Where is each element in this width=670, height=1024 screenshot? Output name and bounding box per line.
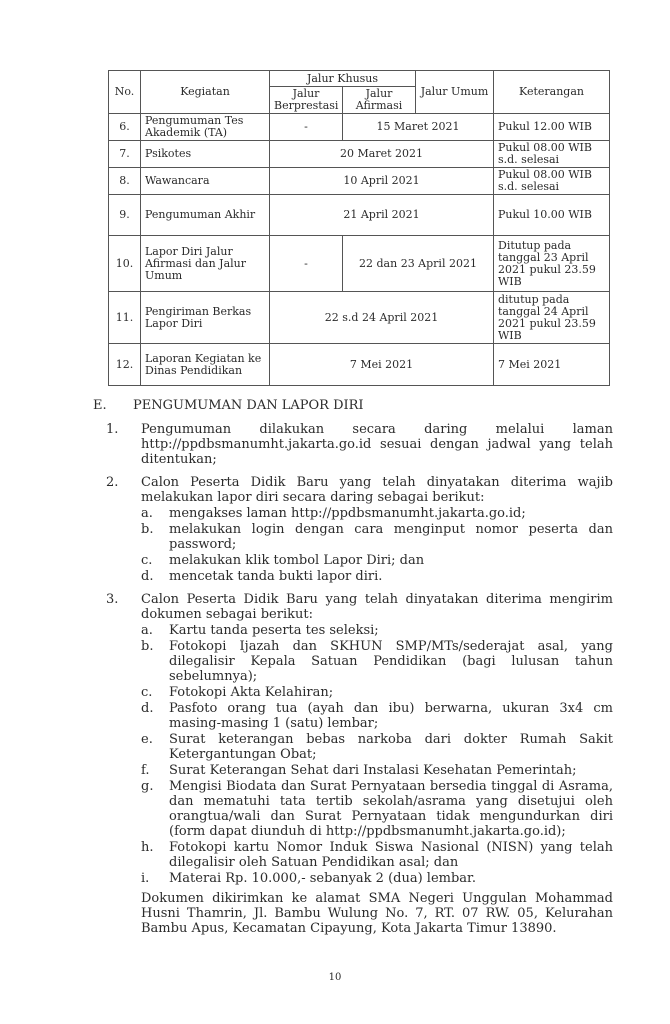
row-no: 7. — [109, 141, 141, 168]
sub-item — [141, 569, 613, 584]
sub-item — [141, 701, 613, 731]
row-no: 10. — [109, 236, 141, 292]
list-item — [93, 422, 613, 467]
sub-letter: g. — [141, 779, 154, 794]
row-keterangan: Pukul 12.00 WIB — [494, 114, 610, 141]
section-heading — [93, 398, 613, 413]
table-header-row — [109, 71, 610, 87]
sub-letter: d. — [141, 701, 154, 716]
row-keterangan: Ditutup pada tanggal 23 April 2021 pukul 23.59 WIB — [494, 236, 610, 292]
row-date: 21 April 2021 — [270, 195, 494, 236]
header-no: No. — [109, 71, 141, 114]
sub-letter: c. — [141, 553, 153, 568]
header-keterangan: Keterangan — [494, 71, 610, 114]
row-date: 10 April 2021 — [270, 168, 494, 195]
row-prestasi: - — [270, 236, 343, 292]
section-pengumuman — [93, 398, 613, 936]
sub-item — [141, 779, 613, 839]
sub-text: mengakses laman http://ppdbsmanumht.jakarta.go.id; — [169, 506, 526, 521]
table-row — [109, 344, 610, 386]
row-date: 15 Maret 2021 — [343, 114, 494, 141]
schedule-table — [108, 70, 610, 386]
sub-letter: i. — [141, 871, 150, 886]
table-row — [109, 141, 610, 168]
closing-paragraph: Dokumen dikirimkan ke alamat SMA Negeri Unggulan Mohammad Husni Thamrin, Jl. Bambu Wulung No. 7, RT. 07 RW. 05, Kelurahan Bambu Apus, Kecamatan Cipayung, Kota Jakarta Timur 13890. — [141, 891, 613, 936]
sub-item — [141, 685, 613, 700]
row-no: 12. — [109, 344, 141, 386]
row-kegiatan: Lapor Diri Jalur Afirmasi dan Jalur Umum — [141, 236, 270, 292]
row-no: 9. — [109, 195, 141, 236]
table-row — [109, 114, 610, 141]
row-date: 20 Maret 2021 — [270, 141, 494, 168]
sub-item — [141, 553, 613, 568]
header-kegiatan: Kegiatan — [141, 71, 270, 114]
item-number: 3. — [106, 592, 119, 607]
sub-item — [141, 840, 613, 870]
header-jalur-afirmasi: Jalur Afirmasi — [343, 87, 416, 114]
sub-item — [141, 639, 613, 684]
sub-item — [141, 871, 613, 886]
sub-letter: b. — [141, 522, 154, 537]
list-item — [93, 475, 613, 584]
sub-text: Kartu tanda peserta tes seleksi; — [169, 623, 379, 638]
item-number: 2. — [106, 475, 119, 490]
sub-item — [141, 506, 613, 521]
sub-text: melakukan klik tombol Lapor Diri; dan — [169, 553, 425, 568]
row-keterangan: Pukul 10.00 WIB — [494, 195, 610, 236]
section-letter: E. — [93, 398, 107, 413]
row-date: 7 Mei 2021 — [270, 344, 494, 386]
row-prestasi: - — [270, 114, 343, 141]
list-item — [93, 592, 613, 886]
row-keterangan: Pukul 08.00 WIB s.d. selesai — [494, 141, 610, 168]
sub-letter: a. — [141, 506, 153, 521]
sub-letter: h. — [141, 840, 154, 855]
sub-text: Surat Keterangan Sehat dari Instalasi Kesehatan Pemerintah; — [169, 763, 577, 778]
row-kegiatan: Pengumuman Tes Akademik (TA) — [141, 114, 270, 141]
sub-letter: d. — [141, 569, 154, 584]
row-no: 11. — [109, 292, 141, 344]
sub-text: melakukan login dengan cara menginput nomor peserta dan password; — [169, 522, 613, 552]
sub-letter: a. — [141, 623, 153, 638]
sub-item — [141, 732, 613, 762]
item-number: 1. — [106, 422, 119, 437]
item-text: Pengumuman dilakukan secara daring melalui laman http://ppdbsmanumht.jakarta.go.id sesuai dengan jadwal yang telah ditentukan; — [141, 422, 613, 467]
item-text: Calon Peserta Didik Baru yang telah dinyatakan diterima wajib melakukan lapor diri secara daring sebagai berikut: — [141, 475, 613, 505]
table-row — [109, 195, 610, 236]
sub-text: mencetak tanda bukti lapor diri. — [169, 569, 383, 584]
item-text: Calon Peserta Didik Baru yang telah dinyatakan diterima mengirim dokumen sebagai berikut: — [141, 592, 613, 622]
row-date: 22 s.d 24 April 2021 — [270, 292, 494, 344]
row-kegiatan: Pengumuman Akhir — [141, 195, 270, 236]
header-jalur-umum: Jalur Umum — [416, 71, 494, 114]
row-kegiatan: Pengiriman Berkas Lapor Diri — [141, 292, 270, 344]
section-title: PENGUMUMAN DAN LAPOR DIRI — [133, 398, 364, 413]
sub-text: Fotokopi Ijazah dan SKHUN SMP/MTs/sederajat asal, yang dilegalisir Kepala Satuan Pendidikan (bagi lulusan tahun sebelumnya); — [169, 639, 613, 684]
row-keterangan: ditutup pada tanggal 24 April 2021 pukul 23.59 WIB — [494, 292, 610, 344]
sub-item — [141, 763, 613, 778]
header-jalur-khusus: Jalur Khusus — [270, 71, 416, 87]
sub-text: Pasfoto orang tua (ayah dan ibu) berwarna, ukuran 3x4 cm masing-masing 1 (satu) lembar; — [169, 701, 613, 731]
sub-text: Fotokopi kartu Nomor Induk Siswa Nasional (NISN) yang telah dilegalisir oleh Satuan Pendidikan asal; dan — [169, 840, 613, 870]
row-keterangan: Pukul 08.00 WIB s.d. selesai — [494, 168, 610, 195]
sub-item — [141, 623, 613, 638]
sub-text: Mengisi Biodata dan Surat Pernyataan bersedia tinggal di Asrama, dan mematuhi tata tertib sekolah/asrama yang disetujui oleh orangtua/wali dan Surat Pernyataan tidak mengundurkan diri (form dapat diunduh di http://ppdbsmanumht.jakarta.go.id); — [169, 779, 613, 839]
row-date: 22 dan 23 April 2021 — [343, 236, 494, 292]
sub-letter: b. — [141, 639, 154, 654]
sub-letter: f. — [141, 763, 150, 778]
row-no: 8. — [109, 168, 141, 195]
table-row — [109, 292, 610, 344]
sub-text: Surat keterangan bebas narkoba dari dokter Rumah Sakit Ketergantungan Obat; — [169, 732, 613, 762]
sub-letter: e. — [141, 732, 153, 747]
sub-item — [141, 522, 613, 552]
row-keterangan: 7 Mei 2021 — [494, 344, 610, 386]
table-row — [109, 168, 610, 195]
page-number: 10 — [328, 972, 342, 983]
row-kegiatan: Laporan Kegiatan ke Dinas Pendidikan — [141, 344, 270, 386]
row-no: 6. — [109, 114, 141, 141]
table-row — [109, 236, 610, 292]
sub-letter: c. — [141, 685, 153, 700]
row-kegiatan: Psikotes — [141, 141, 270, 168]
header-jalur-berprestasi: Jalur Berprestasi — [270, 87, 343, 114]
row-kegiatan: Wawancara — [141, 168, 270, 195]
sub-text: Fotokopi Akta Kelahiran; — [169, 685, 334, 700]
sub-text: Materai Rp. 10.000,- sebanyak 2 (dua) lembar. — [169, 871, 476, 886]
